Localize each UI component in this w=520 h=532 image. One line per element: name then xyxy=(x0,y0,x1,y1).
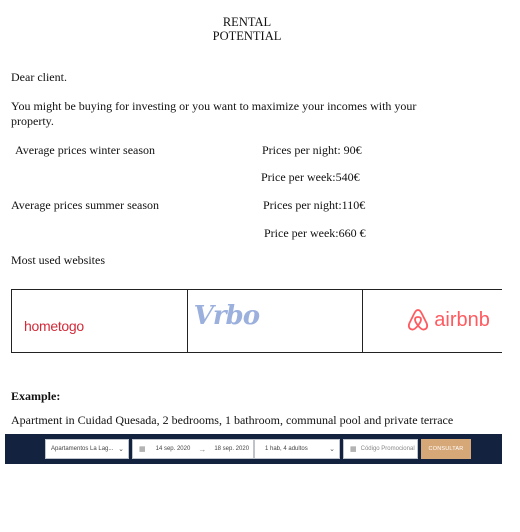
guests-select-value: 1 hab, 4 adultos xyxy=(265,446,308,452)
websites-logo-table xyxy=(11,289,502,353)
chevron-down-icon: ⌄ xyxy=(329,446,335,453)
hotel-select-value: Apartamentos La Lag... xyxy=(51,446,114,452)
greeting: Dear client. xyxy=(11,70,67,84)
airbnb-wordmark: airbnb xyxy=(434,308,490,331)
arrow-right-icon: → xyxy=(198,444,207,454)
document-title xyxy=(0,15,494,43)
title-line-1: RENTAL xyxy=(222,15,272,29)
vrbo-cell xyxy=(188,290,364,352)
guests-select[interactable] xyxy=(254,439,340,459)
checkin-date: 14 sep. 2020 xyxy=(155,446,191,452)
hotel-select[interactable] xyxy=(45,439,129,459)
winter-price-night: Prices per night: 90€ xyxy=(262,143,362,157)
winter-price-week: Price per week:540€ xyxy=(261,170,360,184)
airbnb-belo-icon xyxy=(407,308,429,332)
hometogo-logo: hometogo xyxy=(24,318,84,334)
winter-season-label: Average prices winter season xyxy=(15,143,156,157)
summer-price-night: Prices per night:110€ xyxy=(263,198,366,212)
example-label: Example: xyxy=(11,389,61,403)
airbnb-logo xyxy=(407,308,490,332)
promo-code-placeholder: Código Promocional xyxy=(360,446,415,452)
hometogo-cell xyxy=(12,290,188,352)
date-range-picker[interactable] xyxy=(132,439,254,459)
consultar-button[interactable]: CONSULTAR xyxy=(421,439,471,459)
promo-code-field[interactable] xyxy=(343,439,418,459)
calendar-icon: ▦ xyxy=(139,446,146,453)
summer-price-week: Price per week:660 € xyxy=(264,226,366,240)
websites-label: Most used websites xyxy=(11,253,105,267)
intro-paragraph: You might be buying for investing or you want to maximize your incomes with your property. xyxy=(11,99,417,128)
airbnb-cell xyxy=(363,290,502,352)
title-line-2: POTENTIAL xyxy=(212,29,282,43)
summer-season-label: Average prices summer season xyxy=(11,198,160,212)
tag-icon: ▦ xyxy=(350,446,357,453)
checkout-date: 18 sep. 2020 xyxy=(214,446,250,452)
chevron-down-icon: ⌄ xyxy=(118,446,124,453)
booking-bar xyxy=(5,434,502,464)
example-text: Apartment in Cuidad Quesada, 2 bedrooms, 1 bathroom, communal pool and private terrace xyxy=(11,413,454,427)
vrbo-logo: Vrbo xyxy=(193,301,260,331)
